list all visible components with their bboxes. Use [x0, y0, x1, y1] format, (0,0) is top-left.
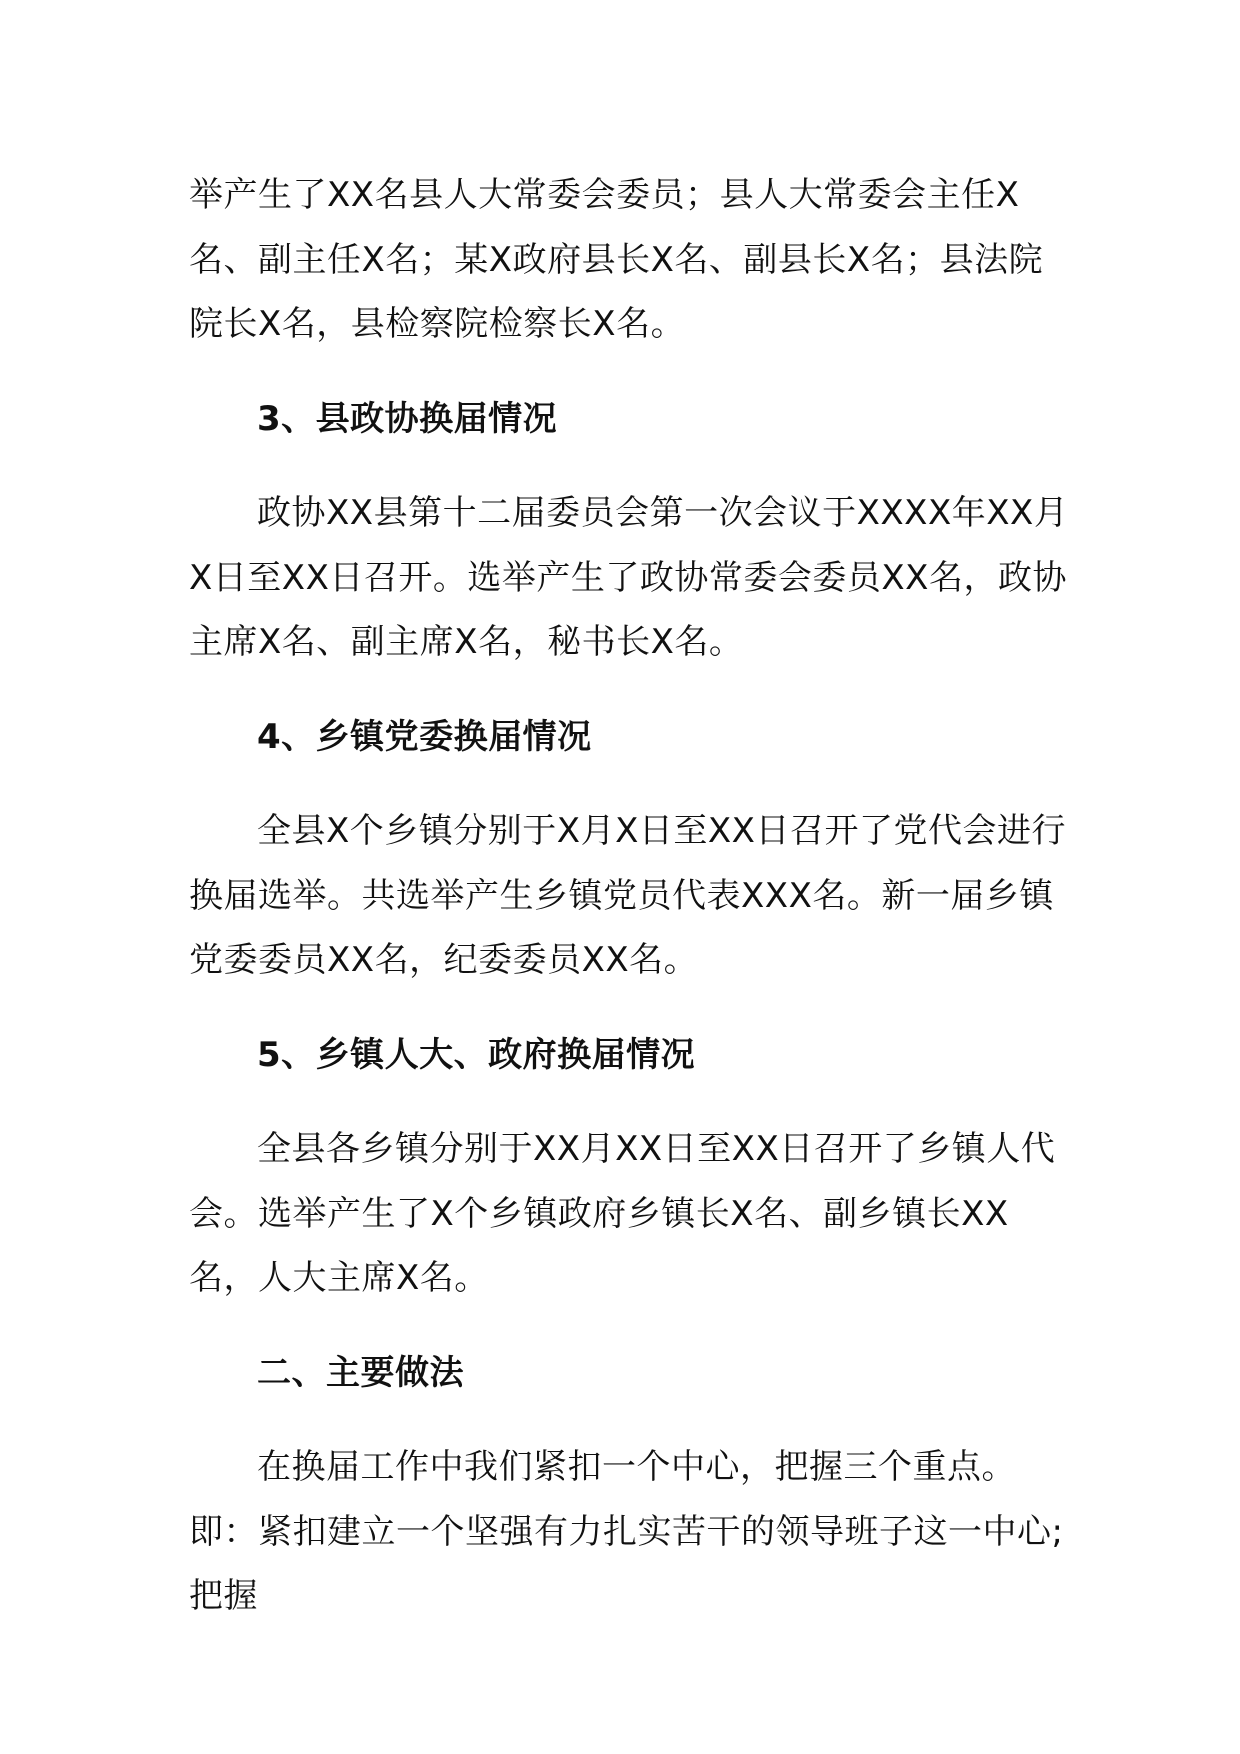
paragraph: 政协XX县第十二届委员会第一次会议于XXXX年XX月X日至XX日召开。选举产生了政协常委会委员XX名，政协主席X名、副主席X名，秘书长X名。 — [189, 493, 1069, 662]
paragraph: 全县X个乡镇分别于X月X日至XX日召开了党代会进行换届选举。共选举产生乡镇党员代表XXX名。新一届乡镇党委委员XX名，纪委委员XX名。 — [189, 811, 1066, 980]
paragraph: 全县各乡镇分别于XX月XX日至XX日召开了乡镇人代会。选举产生了X个乡镇政府乡镇长X名、副乡镇长XX名，人大主席X名。 — [189, 1129, 1056, 1298]
spacer — [189, 357, 1069, 387]
spacer — [189, 675, 1069, 705]
spacer — [189, 769, 1069, 799]
spacer — [189, 1087, 1069, 1117]
paragraph-continued: 举产生了XX名县人大常委会委员；县人大常委会主任X名、副主任X名；某X政府县长X名、副县长X名；县法院院长X名，县检察院检察长X名。 — [189, 175, 1044, 344]
spacer — [189, 1311, 1069, 1341]
spacer — [189, 451, 1069, 481]
section-heading-5: 5、乡镇人大、政府换届情况 — [257, 1034, 696, 1075]
document-body — [189, 163, 1069, 1629]
spacer — [189, 993, 1069, 1023]
paragraph: 在换届工作中我们紧扣一个中心，把握三个重点。即：紧扣建立一个坚强有力扎实苦干的领导班子这一中心;把握 — [189, 1447, 1064, 1616]
section-heading-4: 4、乡镇党委换届情况 — [257, 716, 592, 757]
section-heading-main-practices: 二、主要做法 — [257, 1352, 464, 1393]
spacer — [189, 1405, 1069, 1435]
section-heading-3: 3、县政协换届情况 — [257, 398, 558, 439]
